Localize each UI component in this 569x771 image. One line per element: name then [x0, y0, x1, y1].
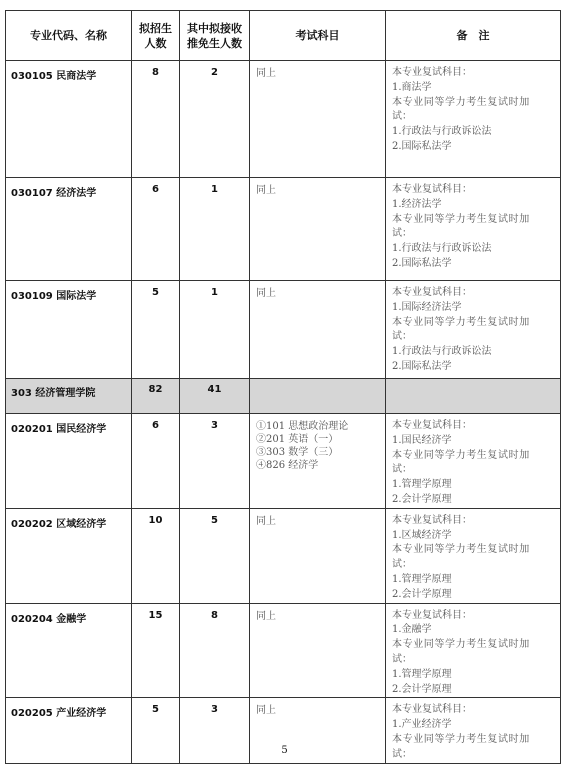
- remark-line: 本专业复试科目：: [392, 67, 472, 78]
- remark-line: 1.金融学: [392, 624, 432, 636]
- remark-line: 本专业同等学力考生复试时加: [392, 213, 530, 225]
- remark-line: 1.管理学原理: [392, 573, 452, 585]
- push-count: 8: [180, 603, 250, 698]
- department-push-count: 41: [180, 379, 250, 414]
- admissions-table: [5, 10, 561, 764]
- subject-line: ④826 经济学: [256, 460, 319, 471]
- remark-line: 本专业同等学力考生复试时加: [392, 639, 530, 651]
- exam-subjects: [250, 178, 386, 281]
- remark-line: 1.国际经济法学: [392, 301, 462, 313]
- subject-line: 同上: [256, 185, 276, 196]
- remark-line: 本专业复试科目：: [392, 704, 472, 716]
- plan-count: 6: [132, 414, 180, 509]
- remarks: [386, 603, 561, 698]
- header-push-line2: 推免生人数: [187, 36, 242, 50]
- header-push-line1: 其中拟接收: [187, 21, 242, 35]
- plan-count: 5: [132, 698, 180, 763]
- subject-line: 同上: [256, 515, 276, 527]
- remark-line: 1.管理学原理: [392, 479, 452, 491]
- push-count: 1: [180, 178, 250, 281]
- subject-line: ②201 英语（一）: [256, 434, 339, 445]
- remark-line: 本专业同等学力考生复试时加: [392, 449, 530, 461]
- header-plan-line2: 人数: [144, 36, 167, 50]
- remark-line: 试：: [392, 331, 412, 343]
- subject-line: ①101 思想政治理论: [256, 421, 349, 432]
- push-count: 2: [180, 61, 250, 178]
- plan-count: 5: [132, 281, 180, 379]
- remark-line: 试：: [392, 653, 412, 665]
- plan-count: 10: [132, 508, 180, 603]
- major-code-name: 030105 民商法学: [6, 61, 132, 178]
- subject-line: 同上: [256, 68, 276, 79]
- remark-line: 1.国民经济学: [392, 434, 452, 446]
- subject-line: 同上: [256, 705, 276, 717]
- plan-count: 15: [132, 603, 180, 698]
- remark-line: 试：: [392, 464, 412, 476]
- remark-line: 1.区域经济学: [392, 529, 452, 541]
- remarks: [386, 178, 561, 281]
- table-row: [6, 603, 561, 698]
- header-plan: [132, 11, 180, 61]
- remark-line: 1.管理学原理: [392, 668, 452, 680]
- remark-line: 本专业复试科目：: [392, 184, 472, 195]
- exam-subjects: [250, 603, 386, 698]
- exam-subjects: [250, 281, 386, 379]
- remark-line: 1.行政法与行政诉讼法: [392, 243, 492, 255]
- remark-line: 2.国际私法学: [392, 140, 452, 152]
- remark-line: 本专业复试科目：: [392, 420, 472, 431]
- department-plan-count: 82: [132, 379, 180, 414]
- page-number: 5: [281, 745, 288, 756]
- table-row: [6, 508, 561, 603]
- major-code-name: 030107 经济法学: [6, 178, 132, 281]
- header-row: [6, 11, 561, 61]
- remarks: [386, 414, 561, 509]
- remark-line: 本专业同等学力考生复试时加: [392, 316, 530, 328]
- remarks: [386, 508, 561, 603]
- header-plan-line1: 拟招生: [139, 21, 172, 35]
- remark-line: 2.会计学原理: [392, 588, 452, 600]
- header-push: [180, 11, 250, 61]
- remark-line: 试：: [392, 748, 412, 760]
- remark-line: 本专业复试科目：: [392, 514, 472, 526]
- remark-line: 2.会计学原理: [392, 493, 452, 505]
- header-code-name: 专业代码、名称: [6, 11, 132, 61]
- remark-line: 1.经济法学: [392, 198, 442, 210]
- push-count: 5: [180, 508, 250, 603]
- subject-line: ③303 数学（三）: [256, 447, 339, 458]
- table-row: [6, 178, 561, 281]
- exam-subjects: [250, 61, 386, 178]
- major-code-name: 020205 产业经济学: [6, 698, 132, 763]
- department-subjects: [250, 379, 386, 414]
- remark-line: 本专业复试科目：: [392, 609, 472, 621]
- header-notes: 备 注: [386, 11, 561, 61]
- push-count: 3: [180, 698, 250, 763]
- remark-line: 本专业复试科目：: [392, 287, 472, 298]
- header-subjects: 考试科目: [250, 11, 386, 61]
- push-count: 1: [180, 281, 250, 379]
- subject-line: 同上: [256, 288, 276, 299]
- exam-subjects: [250, 508, 386, 603]
- department-code-name: 303 经济管理学院: [6, 379, 132, 414]
- remark-line: 本专业同等学力考生复试时加: [392, 96, 530, 108]
- subject-line: 同上: [256, 610, 276, 622]
- table-row: [6, 61, 561, 178]
- remark-line: 1.行政法与行政诉讼法: [392, 346, 492, 358]
- department-notes: [386, 379, 561, 414]
- remark-line: 试：: [392, 228, 412, 240]
- remark-line: 本专业同等学力考生复试时加: [392, 544, 530, 556]
- remark-line: 试：: [392, 559, 412, 571]
- remark-line: 1.产业经济学: [392, 719, 452, 731]
- remark-line: 试：: [392, 111, 412, 123]
- plan-count: 6: [132, 178, 180, 281]
- remark-line: 2.国际私法学: [392, 257, 452, 269]
- major-code-name: 020201 国民经济学: [6, 414, 132, 509]
- remark-line: 1.行政法与行政诉讼法: [392, 126, 492, 138]
- exam-subjects: [250, 414, 386, 509]
- remark-line: 2.国际私法学: [392, 360, 452, 372]
- department-row: [6, 379, 561, 414]
- remarks: [386, 61, 561, 178]
- table-row: [6, 281, 561, 379]
- major-code-name: 020202 区域经济学: [6, 508, 132, 603]
- table-row: [6, 414, 561, 509]
- remark-line: 2.会计学原理: [392, 683, 452, 695]
- plan-count: 8: [132, 61, 180, 178]
- push-count: 3: [180, 414, 250, 509]
- major-code-name: 030109 国际法学: [6, 281, 132, 379]
- remarks: [386, 281, 561, 379]
- remark-line: 1.商法学: [392, 81, 432, 93]
- remark-line: 本专业同等学力考生复试时加: [392, 733, 530, 745]
- major-code-name: 020204 金融学: [6, 603, 132, 698]
